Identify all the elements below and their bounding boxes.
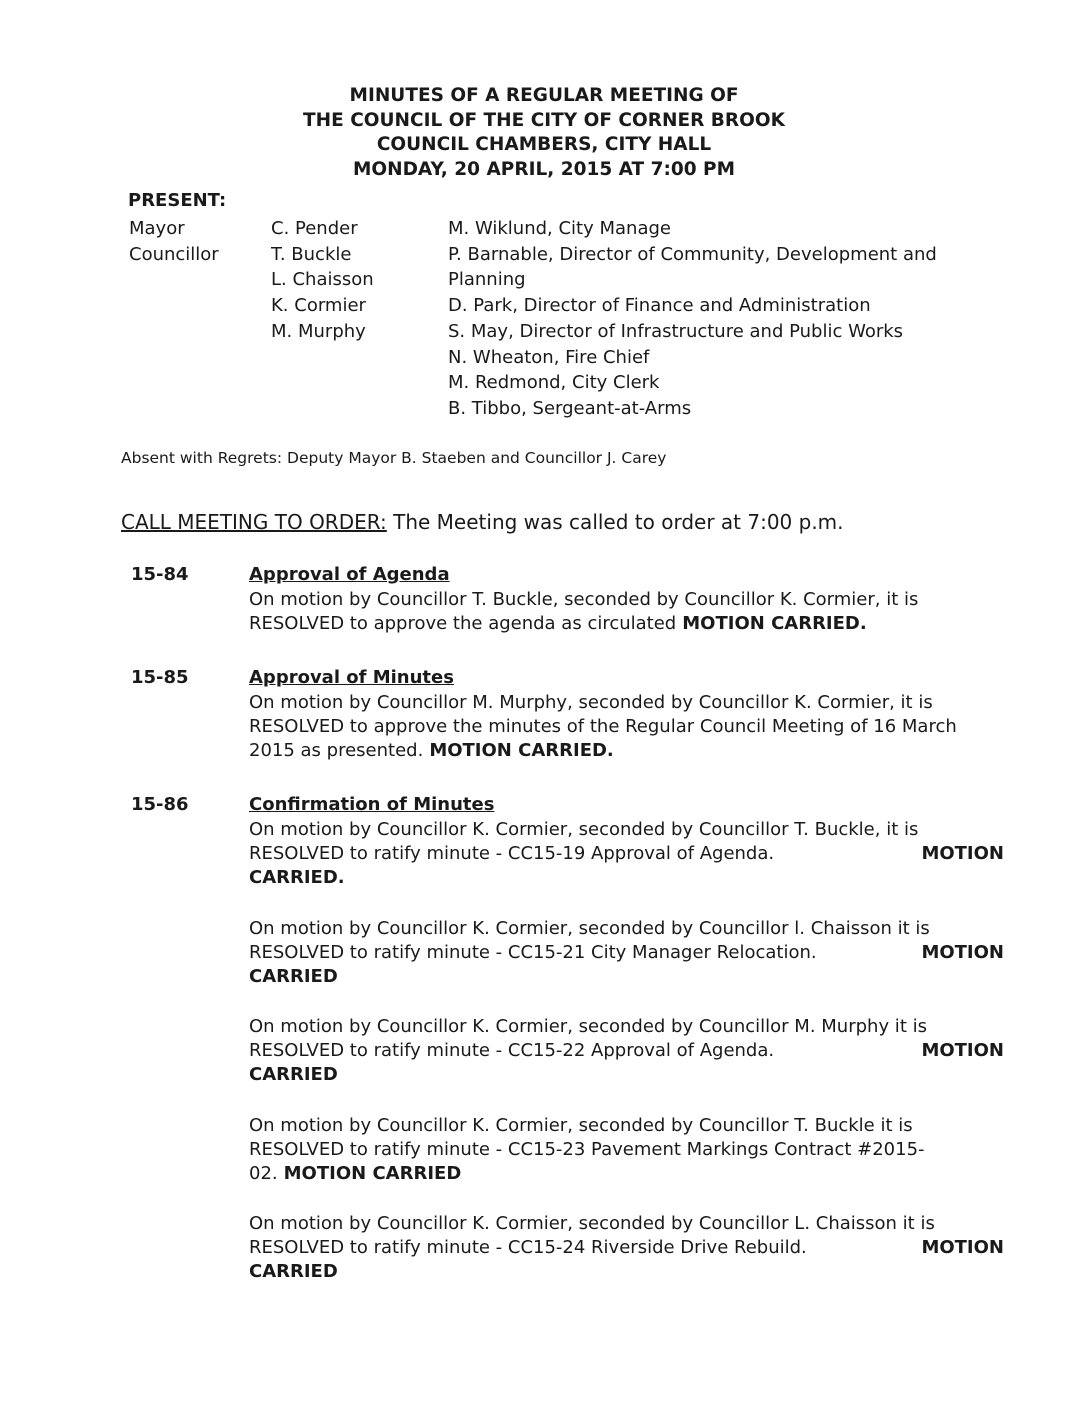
council-member: K. Cormier — [271, 295, 366, 317]
present-staff — [448, 216, 937, 422]
motion-carried: MOTION CARRIED — [283, 1163, 462, 1184]
staff-member: P. Barnable, Director of Community, Development and — [448, 243, 937, 265]
call-to-order — [121, 510, 844, 534]
motion-line: RESOLVED to ratify minute - CC15-22 Approval of Agenda. — [249, 1040, 775, 1061]
call-to-order-text: The Meeting was called to order at 7:00 p.m. — [386, 510, 844, 534]
motion-line: On motion by Councillor K. Cormier, seconded by Councillor T. Buckle it is — [249, 1115, 913, 1136]
item-number: 15-85 — [131, 667, 189, 688]
staff-member: B. Tibbo, Sergeant-at-Arms — [448, 397, 692, 419]
motion-carried: MOTION — [921, 1040, 1004, 1061]
motion-carried: MOTION CARRIED. — [682, 613, 867, 634]
motion-carried: MOTION — [921, 843, 1004, 864]
motion-carried: CARRIED — [249, 1064, 338, 1085]
present-names — [271, 216, 374, 345]
motion-carried: MOTION CARRIED. — [429, 740, 614, 761]
motion-paragraph — [249, 1212, 1004, 1284]
motion-carried: MOTION — [921, 942, 1004, 963]
motion-line: RESOLVED to ratify minute - CC15-21 City Manager Relocation. — [249, 942, 817, 963]
motion-line: On motion by Councillor K. Cormier, seconded by Councillor L. Chaisson it is — [249, 1213, 935, 1234]
motion-line: RESOLVED to ratify minute - CC15-24 Riverside Drive Rebuild. — [249, 1237, 807, 1258]
motion-carried: CARRIED. — [249, 867, 345, 888]
staff-member: N. Wheaton, Fire Chief — [448, 346, 650, 368]
document-title — [0, 84, 1088, 182]
motion-paragraph — [249, 691, 1004, 763]
motion-paragraph — [249, 1114, 1004, 1186]
item-heading: Approval of Agenda — [249, 564, 450, 585]
motion-carried: CARRIED — [249, 1261, 338, 1282]
role: Councillor — [129, 243, 219, 265]
motion-line: On motion by Councillor K. Cormier, seconded by Councillor M. Murphy it is — [249, 1016, 927, 1037]
staff-member: S. May, Director of Infrastructure and Public Works — [448, 320, 904, 342]
council-member: L. Chaisson — [271, 269, 374, 291]
title-line: THE COUNCIL OF THE CITY OF CORNER BROOK — [303, 109, 785, 131]
motion-line: On motion by Councillor M. Murphy, seconded by Councillor K. Cormier, it is — [249, 692, 933, 713]
motion-paragraph — [249, 1015, 1004, 1087]
staff-member: Planning — [448, 269, 526, 291]
item-number: 15-84 — [131, 564, 189, 585]
call-to-order-label: CALL MEETING TO ORDER: — [121, 510, 387, 534]
title-line: MONDAY, 20 APRIL, 2015 AT 7:00 PM — [352, 158, 736, 180]
council-member: C. Pender — [271, 218, 358, 239]
motion-line: 2015 as presented. — [249, 740, 424, 761]
motion-carried: MOTION — [921, 1237, 1004, 1258]
motion-paragraph — [249, 818, 1004, 890]
absent-with-regrets: Absent with Regrets: Deputy Mayor B. Staeben and Councillor J. Carey — [121, 449, 667, 467]
motion-paragraph — [249, 588, 1004, 636]
staff-member: M. Wiklund, City Manage — [448, 218, 671, 239]
motion-line: RESOLVED to ratify minute - CC15-19 Approval of Agenda. — [249, 843, 775, 864]
role: Mayor — [129, 218, 185, 239]
motion-line: On motion by Councillor K. Cormier, seconded by Councillor l. Chaisson it is — [249, 918, 930, 939]
motion-paragraph — [249, 917, 1004, 989]
present-roles — [129, 216, 219, 267]
staff-member: D. Park, Director of Finance and Administration — [448, 295, 871, 317]
motion-line: On motion by Councillor T. Buckle, seconded by Councillor K. Cormier, it is — [249, 589, 919, 610]
motion-line: RESOLVED to approve the minutes of the Regular Council Meeting of 16 March — [249, 716, 957, 737]
motion-line: RESOLVED to approve the agenda as circulated — [249, 613, 677, 634]
motion-line: 02. — [249, 1163, 278, 1184]
motion-line: On motion by Councillor K. Cormier, seconded by Councillor T. Buckle, it is — [249, 819, 919, 840]
item-heading: Confirmation of Minutes — [249, 794, 495, 815]
title-line: COUNCIL CHAMBERS, CITY HALL — [376, 134, 712, 155]
present-label: PRESENT: — [128, 190, 227, 211]
item-heading: Approval of Minutes — [249, 667, 454, 688]
item-number: 15-86 — [131, 794, 189, 815]
title-line: MINUTES OF A REGULAR MEETING OF — [349, 85, 739, 106]
motion-carried: CARRIED — [249, 966, 338, 987]
staff-member: M. Redmond, City Clerk — [448, 372, 660, 394]
motion-line: RESOLVED to ratify minute - CC15-23 Pavement Markings Contract #2015- — [249, 1139, 925, 1160]
council-member: T. Buckle — [271, 243, 352, 265]
council-member: M. Murphy — [271, 320, 366, 342]
